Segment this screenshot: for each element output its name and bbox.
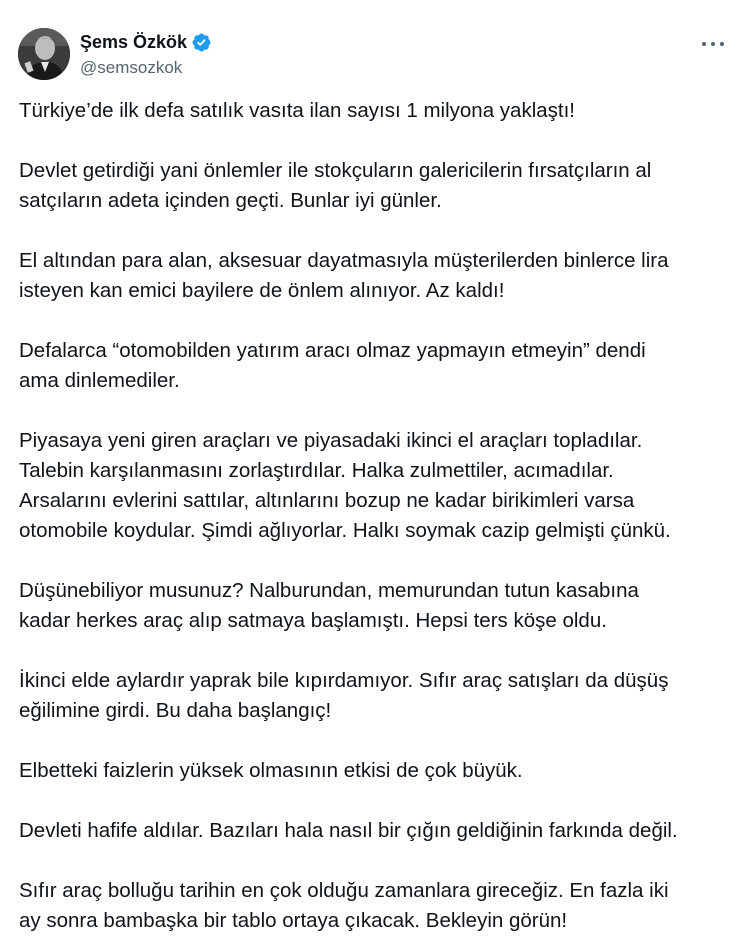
more-dot bbox=[711, 42, 715, 46]
more-options-icon[interactable] bbox=[702, 34, 724, 54]
avatar-image bbox=[18, 28, 70, 80]
tweet-paragraph: Devlet getirdiği yani önlemler ile stokçuların galericilerin fırsatçıların al satçıların adeta içinden geçti. Bunlar iyi günler. bbox=[19, 159, 652, 212]
name-row bbox=[80, 31, 212, 55]
tweet-paragraph: Türkiye’de ilk defa satılık vasıta ilan sayısı 1 milyona yaklaştı! bbox=[19, 99, 576, 122]
author-names bbox=[80, 31, 212, 78]
tweet-paragraph: Düşünebiliyor musunuz? Nalburundan, memurundan tutun kasabına kadar herkes araç alıp satmaya başlamıştı. Hepsi ters köşe oldu. bbox=[19, 579, 639, 632]
tweet-paragraph: El altından para alan, aksesuar dayatmasıyla müşterilerden binlerce lira isteyen kan emici bayilere de önlem alınıyor. Az kaldı! bbox=[19, 249, 669, 302]
tweet-paragraph: İkinci elde aylardır yaprak bile kıpırdamıyor. Sıfır araç satışları da düşüş eğilimine girdi. Bu daha başlangıç! bbox=[19, 669, 669, 722]
tweet-paragraph: Sıfır araç bolluğu tarihin en çok olduğu zamanlara gireceğiz. En fazla iki ay sonra bambaşka bir tablo ortaya çıkacak. Bekleyin görün! bbox=[19, 879, 669, 932]
tweet-paragraph: Devleti hafife aldılar. Bazıları hala nasıl bir çığın geldiğinin farkında değil. bbox=[19, 819, 678, 842]
display-name[interactable]: Şems Özkök bbox=[80, 32, 188, 52]
tweet-header bbox=[18, 28, 212, 80]
verified-badge-icon[interactable] bbox=[191, 32, 212, 53]
tweet-paragraph: Elbetteki faizlerin yüksek olmasının etkisi de çok büyük. bbox=[19, 759, 523, 782]
tweet-text bbox=[19, 96, 734, 936]
more-dot bbox=[702, 42, 706, 46]
tweet-paragraph: Defalarca “otomobilden yatırım aracı olmaz yapmayın etmeyin” dendi ama dinlemediler. bbox=[19, 339, 646, 392]
more-dot bbox=[720, 42, 724, 46]
avatar[interactable] bbox=[18, 28, 70, 80]
author-handle[interactable]: @semsozkok bbox=[80, 57, 183, 77]
tweet-paragraph: Piyasaya yeni giren araçları ve piyasadaki ikinci el araçları topladılar. Talebin karşılanmasını zorlaştırdılar. Halka zulmettiler, acımadılar. Arsalarını evlerini sattılar, altınlarını bozup ne kadar birikimleri varsa otomobile koydular. Şimdi ağlıyorlar. Halkı soymak cazip gelmişti çünkü. bbox=[19, 429, 671, 542]
